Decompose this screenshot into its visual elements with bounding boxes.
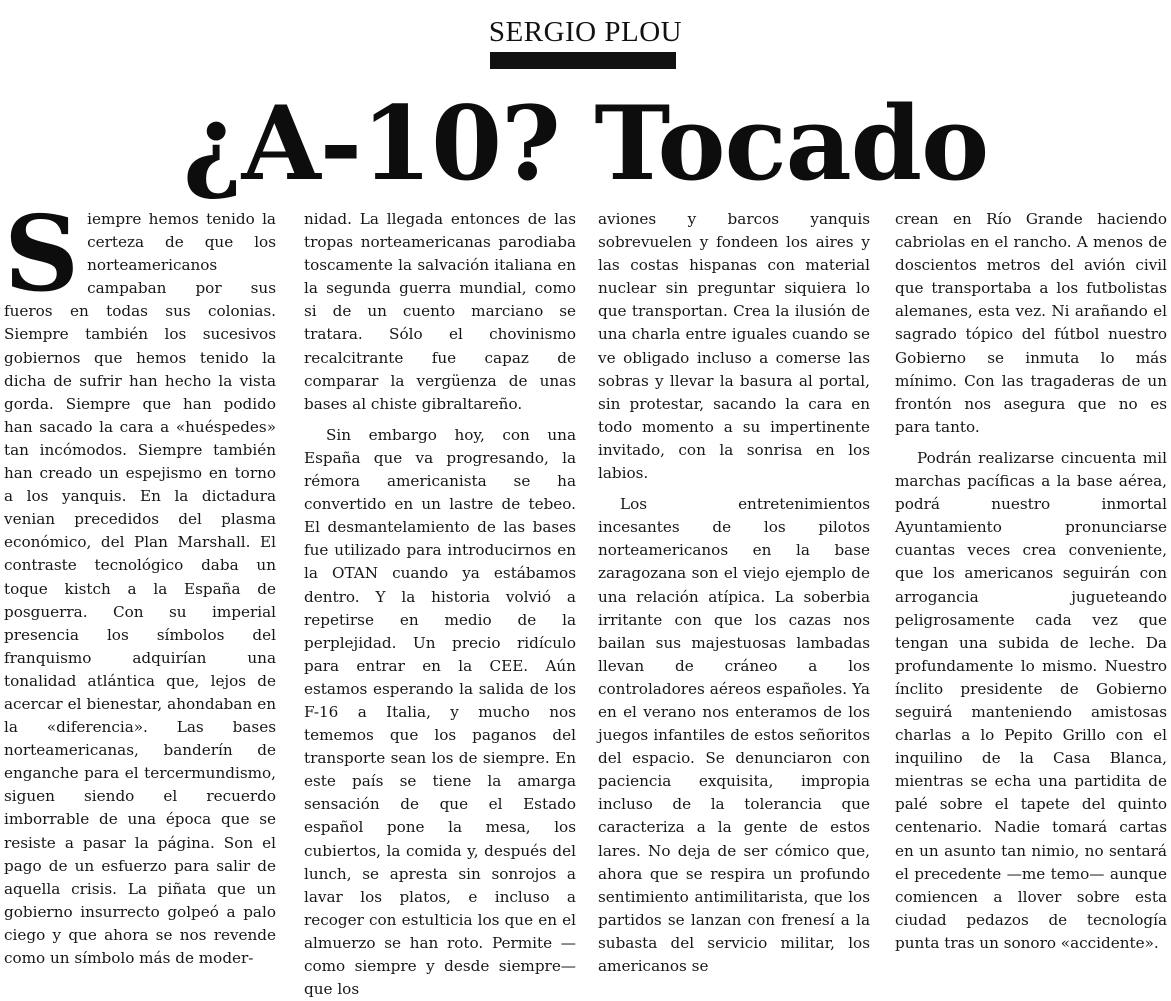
article-column-3 bbox=[598, 208, 870, 975]
column-3-paragraph-1: aviones y barcos yanquis sobrevuelen y fondeen los aires y las costas hispanas con material nuclear sin preguntar siquiera lo que transportan. Crea la ilusión de una charla entre iguales cuando se ve obligado incluso a comerse las sobras y llevar la basura al portal, sin protestar, sacando la cara en todo momento a su impertinente invitado, con la sonrisa en los labios. bbox=[598, 210, 870, 483]
column-3-paragraph-2: Los entretenimientos incesantes de los pilotos norteamericanos en la base zaragozana son el viejo ejemplo de una relación atípica. La soberbia irritante con que los cazas nos bailan sus majestuosas lambadas llevan de cráneo a los controladores aéreos españoles. Ya en el verano nos enteramos de los juegos infantiles de estos señoritos del espacio. Se denunciaron con paciencia exquisita, impropia incluso de la tolerancia que caracteriza a la gente de estos lares. No deja de ser cómico que, ahora que se respira un profundo sentimiento antimilitarista, que los partidos se lanzan con frenesí a la subasta del servicio militar, los americanos se bbox=[598, 495, 870, 975]
article-column-1 bbox=[4, 192, 276, 967]
column-1-paragraph-1 bbox=[4, 192, 276, 970]
article-column-2 bbox=[304, 208, 576, 999]
article-headline: ¿A-10? Tocado bbox=[182, 84, 989, 204]
article-column-4 bbox=[895, 208, 1167, 952]
byline-underline-bar bbox=[490, 52, 676, 69]
column-1-paragraph-1-text: iempre hemos tenido la certeza de que los norteamericanos campaban por sus fueros en todas sus colonias. Siempre también los sucesivos gobiernos que hemos tenido la dicha de sufrir han hecho la vista gorda. Siempre que han podido han sacado la cara a «huéspedes» tan incómodos. Siempre también han creado un espejismo en torno a los yanquis. En la dictadura venian precedidos del plasma económico, del Plan Marshall. El contraste tecnológico daba un toque kistch a la España de posguerra. Con su imperial presencia los símbolos del franquismo adquirían una tonalidad atlántica que, lejos de acercar el bienestar, ahondaban en la «diferencia». Las bases norteamericanas, banderín de enganche para el tercermundismo, siguen siendo el recuerdo imborrable de una época que se resiste a pasar la página. Son el pago de un esfuerzo para salir de aquella crisis. La piñata que un gobierno insurrecto golpeó a palo ciego y que ahora se nos revende como un símbolo más de moder- bbox=[4, 210, 276, 967]
author-byline: SERGIO PLOU bbox=[488, 16, 683, 48]
drop-cap: S bbox=[4, 192, 80, 315]
column-4-paragraph-2: Podrán realizarse cincuenta mil marchas pacíficas a la base aérea, podrá nuestro inmortal Ayuntamiento pronunciarse cuantas veces crea conveniente, que los americanos seguirán con arrogancia jugueteando peligrosamente cada vez que tengan una subida de leche. Da profundamente lo mismo. Nuestro ínclito presidente de Gobierno seguirá manteniendo amistosas charlas a lo Pepito Grillo con el inquilino de la Casa Blanca, mientras se echa una partidita de palé sobre el tapete del quinto centenario. Nadie tomará cartas en un asunto tan nimio, no sentará el precedente —me temo— aunque comiencen a llover sobre esta ciudad pedazos de tecnología punta tras un sonoro «accidente». bbox=[895, 448, 1167, 952]
column-2-paragraph-2: Sin embargo hoy, con una España que va progresando, la rémora americanista se ha convertido en un lastre de tebeo. El desmantelamiento de las bases fue utilizado para introducirnos en la OTAN cuando ya estábamos dentro. Y la historia volvió a repetirse en medio de la perplejidad. Un precio ridículo para entrar en la CEE. Aún estamos esperando la salida de los F-16 a Italia, y mucho nos tememos que los paganos del transporte sean los de siempre. En este país se tiene la amarga sensación de que el Estado español pone la mesa, los cubiertos, la comida y, después del lunch, se apresta sin sonrojos a lavar los platos, e incluso a recoger con estulticia los que en el almuerzo se han roto. Permite —como siempre y desde siempre— que los bbox=[304, 425, 576, 999]
column-2-paragraph-1: nidad. La llegada entonces de las tropas norteamericanas parodiaba toscamente la salvación italiana en la segunda guerra mundial, como si de un cuento marciano se tratara. Sólo el chovinismo recalcitrante fue capaz de comparar la vergüenza de unas bases al chiste gibraltareño. bbox=[304, 210, 576, 413]
column-4-paragraph-1: crean en Río Grande haciendo cabriolas en el rancho. A menos de doscientos metros del avión civil que transportaba a los futbolistas alemanes, esta vez. Ni arañando el sagrado tópico del fútbol nuestro Gobierno se inmuta lo más mínimo. Con las tragaderas de un frontón nos asegura que no es para tanto. bbox=[895, 210, 1167, 436]
